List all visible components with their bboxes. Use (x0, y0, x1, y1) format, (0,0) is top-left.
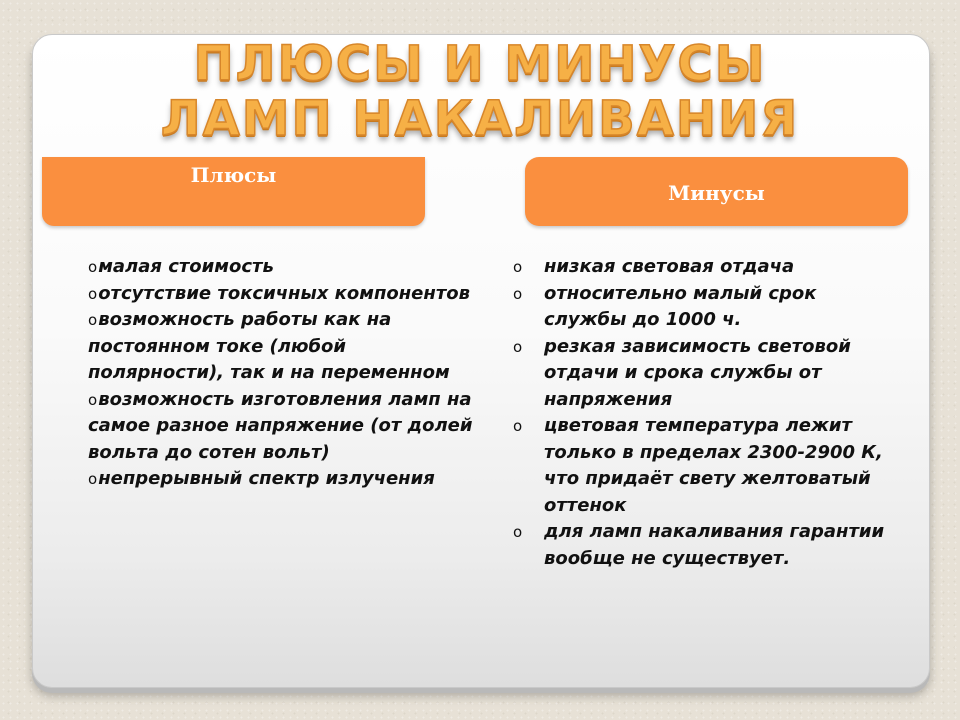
circle-bullet-icon: o (513, 258, 523, 276)
list-item: o цветовая температура лежит только в пределах 2300-2900 К, что придаёт свету желтоватый оттенок (513, 415, 883, 516)
cons-header: Минусы (525, 157, 908, 226)
circle-bullet-icon: o (88, 311, 98, 329)
list-item: oотсутствие токсичных компонентов (88, 282, 471, 304)
circle-bullet-icon: o (513, 284, 523, 303)
list-item: oвозможность работы как на постоянном токе (любой полярности), так и на переменном (88, 309, 450, 383)
pros-list (88, 254, 483, 493)
list-item: oвозможность изготовления ламп на самое разное напряжение (от долей вольта до сотен вольт) (88, 388, 473, 463)
title-line-1: ПЛЮСЫ И МИНУСЫ (193, 36, 767, 92)
list-item: o резкая зависимость световой отдачи и срока службы от напряжения (513, 335, 851, 410)
circle-bullet-icon: o (88, 470, 98, 488)
list-item: o относительно малый срок службы до 1000 ч. (513, 282, 817, 330)
list-item: oнепрерывный спектр излучения (88, 468, 435, 489)
pros-header: Плюсы (42, 157, 425, 226)
cons-list (513, 254, 903, 572)
circle-bullet-icon: o (513, 337, 523, 356)
circle-bullet-icon: o (513, 417, 523, 435)
circle-bullet-icon: o (88, 284, 98, 303)
list-item: o низкая световая отдача (513, 254, 903, 281)
circle-bullet-icon: o (88, 258, 98, 276)
circle-bullet-icon: o (513, 523, 523, 541)
circle-bullet-icon: o (88, 390, 98, 409)
list-item: oмалая стоимость (88, 256, 274, 277)
list-item: o для ламп накаливания гарантии вообще не существует. (513, 521, 885, 569)
title-line-2: ЛАМП НАКАЛИВАНИЯ (160, 91, 800, 147)
